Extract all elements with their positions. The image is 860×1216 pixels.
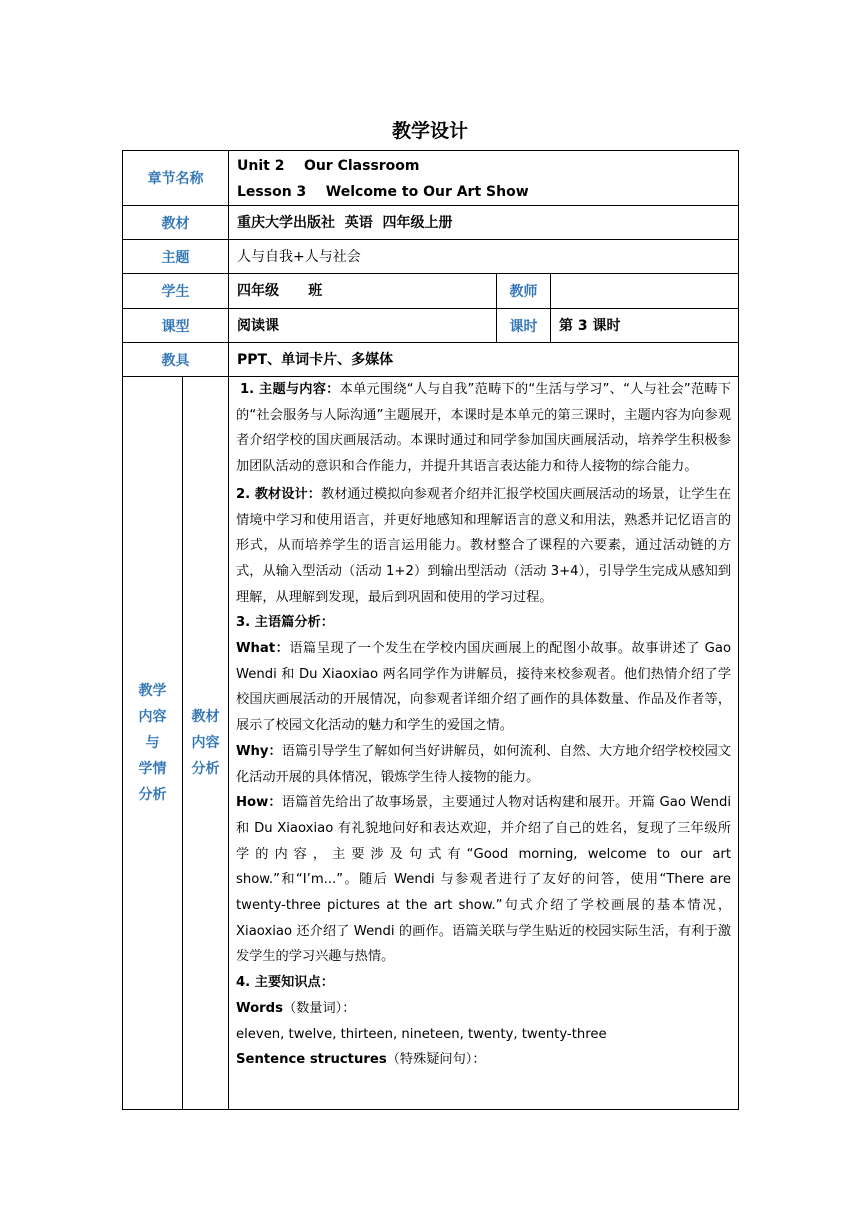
chapter-label: 章节名称 — [123, 151, 229, 206]
paragraph-what — [236, 636, 731, 739]
outer-label-line: 与 — [145, 735, 160, 751]
paragraph-analysis-heading: 3. 主语篇分析： — [236, 615, 334, 631]
chapter-unit: Unit 2 Our Classroom — [237, 158, 420, 174]
outer-label-line: 学情 — [138, 761, 167, 777]
analysis-inner-label — [183, 377, 229, 1110]
words-list: eleven, twelve, thirteen, nineteen, twenty, twenty-three — [236, 1026, 607, 1042]
teacher-value — [551, 274, 739, 309]
tools-label: 教具 — [123, 343, 229, 377]
period-label: 课时 — [497, 309, 551, 343]
paragraph-design — [236, 482, 731, 611]
row-textbook — [123, 206, 739, 240]
analysis-outer-label — [123, 377, 183, 1110]
outer-label-line: 教学 — [138, 683, 167, 699]
inner-label-line: 分析 — [191, 761, 220, 777]
paragraph-knowledge-heading: 4. 主要知识点： — [236, 975, 334, 991]
inner-label-line: 内容 — [191, 735, 220, 751]
textbook-label: 教材 — [123, 206, 229, 240]
chapter-lesson: Lesson 3 Welcome to Our Art Show — [237, 184, 529, 200]
period-value: 第 3 课时 — [551, 309, 739, 343]
why-heading: Why： — [236, 743, 282, 759]
paragraph-why — [236, 739, 731, 790]
teacher-label: 教师 — [497, 274, 551, 309]
theme-value: 人与自我+人与社会 — [229, 240, 739, 274]
what-body: 语篇呈现了一个发生在学校内国庆画展上的配图小故事。故事讲述了 Gao Wendi 和 Du Xiaoxiao 两名同学作为讲解员，接待来校参观者。他们热情介绍了学校国庆画展活动的开展情况，向参观者详细介绍了画作的具体数量、作品及作者等，展示了校园文化活动的魅力和学生的爱国之情。 — [236, 641, 732, 734]
textbook-value: 重庆大学出版社 英语 四年级上册 — [229, 206, 739, 240]
sentence-note: （特殊疑问句）： — [386, 1052, 486, 1068]
lesson-type-value: 阅读课 — [229, 309, 497, 343]
sentence-heading: Sentence structures — [236, 1052, 387, 1068]
row-analysis — [123, 377, 739, 1110]
chapter-value — [229, 151, 739, 206]
student-label: 学生 — [123, 274, 229, 309]
row-tools — [123, 343, 739, 377]
why-body: 语篇引导学生了解如何当好讲解员，如何流利、自然、大方地介绍学校校园文化活动开展的具体情况，锻炼学生待人接物的能力。 — [236, 743, 732, 785]
how-heading: How： — [236, 795, 282, 811]
paragraph-theme — [236, 377, 731, 480]
tools-value: PPT、单词卡片、多媒体 — [229, 343, 739, 377]
outer-label-line: 分析 — [138, 787, 167, 803]
words-note: （数量词）： — [282, 1000, 356, 1016]
row-theme — [123, 240, 739, 274]
paragraph-body: 教材通过模拟向参观者介绍并汇报学校国庆画展活动的场景，让学生在情境中学习和使用语言，并更好地感知和理解语言的意义和用法，熟悉并记忆语言的形式，从而培养学生的语言运用能力。教材整合了课程的六要素，通过活动链的方式，从输入型活动（活动 1+2）到输出型活动（活动 3+4），引导学生完成从感知到理解，从理解到发现，最后到巩固和使用的学习过程。 — [236, 486, 732, 605]
page-title: 教学设计 — [391, 120, 468, 142]
student-value: 四年级 班 — [229, 274, 497, 309]
how-body: 语篇首先给出了故事场景，主要通过人物对话构建和展开。开篇 Gao Wendi 和 Du Xiaoxiao 有礼貌地问好和表达欢迎，并介绍了自己的姓名，复现了三年级所学的内容，主要涉及句式有“Good morning, welcome to our art show.”和“I’m...”。随后 Wendi 与参观者进行了友好的问答，使用“There are twenty-three pictures at the art show.”句式介绍了学校画展的基本情况，Xiaoxiao 还介绍了 Wendi 的画作。语篇关联与学生贴近的校园实际生活，有利于激发学生的学习兴趣与热情。 — [236, 795, 732, 965]
row-chapter — [123, 151, 739, 206]
outer-label-line: 内容 — [138, 709, 167, 725]
lesson-plan-table — [122, 150, 739, 1110]
row-student — [123, 274, 739, 309]
theme-label: 主题 — [123, 240, 229, 274]
paragraph-how — [236, 790, 731, 970]
paragraph-body: 本单元围绕“人与自我”范畴下的“生活与学习”、“人与社会”范畴下的“社会服务与人际沟通”主题展开，本课时是本单元的第三课时，主题内容为向参观者介绍学校的国庆画展活动。本课时通过和同学参加国庆画展活动，培养学生积极参加团队活动的意识和合作能力，并提升其语言表达能力和待人接物的综合能力。 — [236, 382, 732, 475]
inner-label-line: 教材 — [191, 709, 220, 725]
words-line — [236, 996, 731, 1022]
words-heading: Words — [236, 1000, 283, 1016]
row-lesson-type — [123, 309, 739, 343]
analysis-content — [229, 377, 739, 1110]
paragraph-heading: 2. 教材设计： — [236, 486, 321, 502]
what-heading: What： — [236, 641, 290, 657]
lesson-type-label: 课型 — [123, 309, 229, 343]
paragraph-heading: 1. 主题与内容： — [240, 382, 340, 397]
sentence-line — [236, 1047, 731, 1073]
